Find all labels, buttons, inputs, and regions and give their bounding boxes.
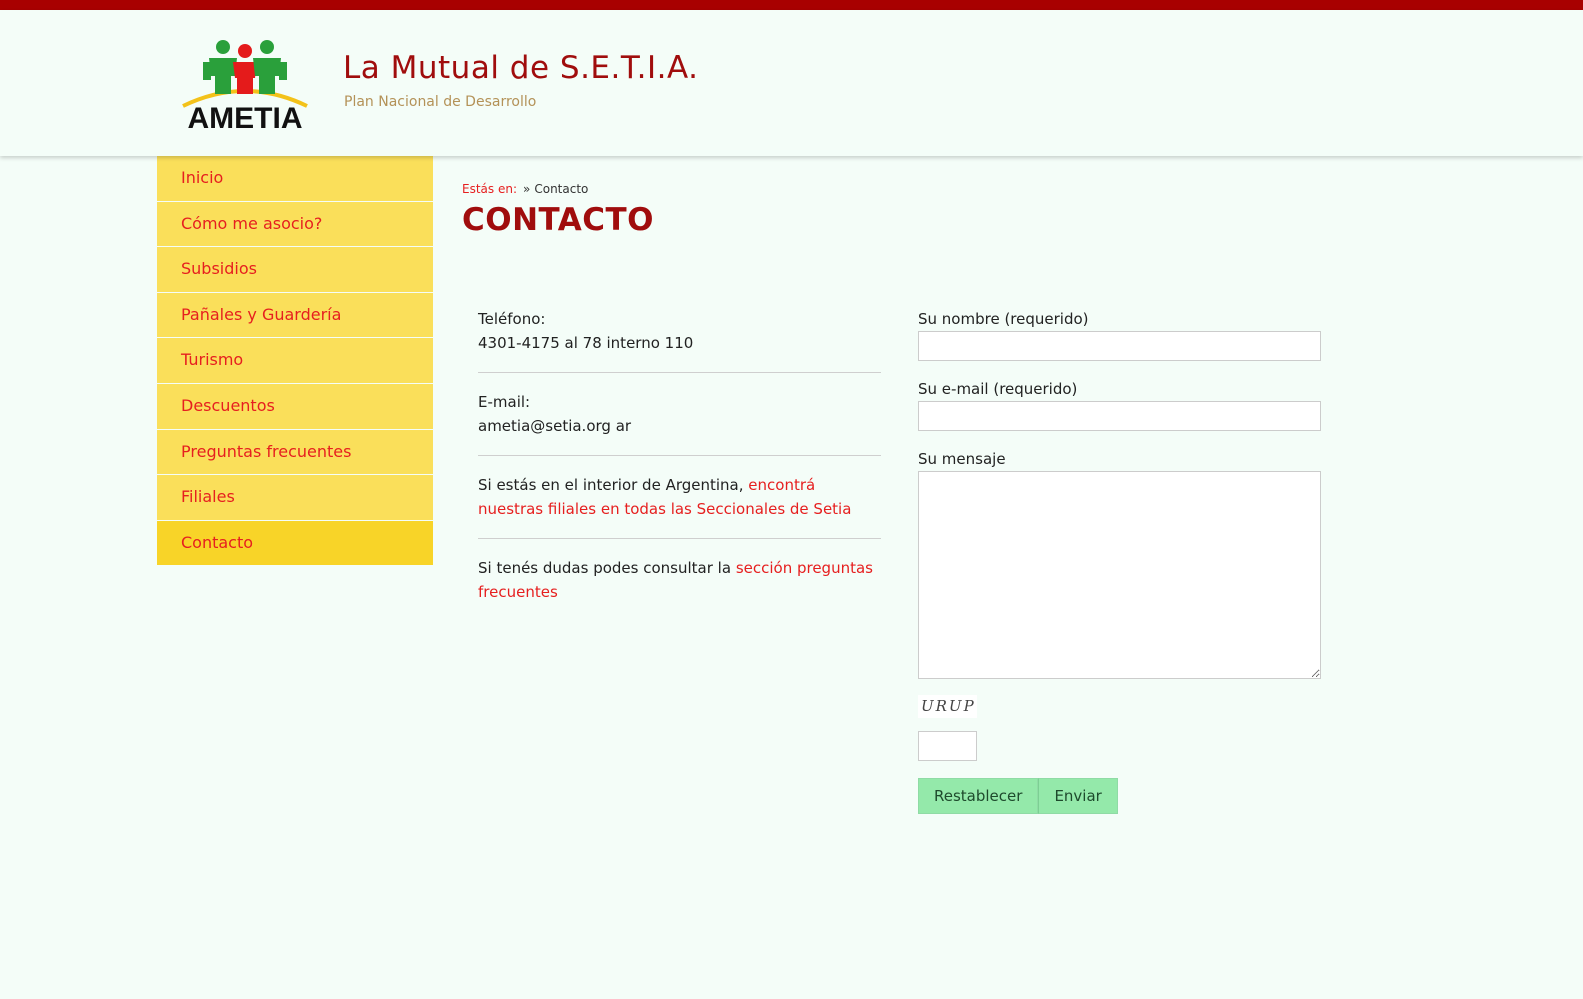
breadcrumb-label: Estás en: (462, 182, 517, 196)
breadcrumb-current: Contacto (534, 182, 589, 196)
message-label: Su mensaje (918, 450, 1006, 468)
breadcrumb-separator-icon: » (523, 182, 531, 196)
nav-item-contacto[interactable]: Contacto (157, 521, 433, 567)
site-subtitle: Plan Nacional de Desarrollo (344, 94, 537, 110)
email-value: ametia@setia.org ar (478, 417, 632, 435)
name-label: Su nombre (requerido) (918, 310, 1089, 328)
top-accent-bar (0, 0, 1583, 10)
contact-form (918, 307, 1321, 814)
email-block (478, 390, 881, 455)
filiales-link[interactable]: encontrá nuestras filiales en todas las Seccionales de Setia (478, 476, 852, 518)
message-field[interactable] (918, 471, 1321, 679)
nav-item-inicio[interactable]: Inicio (157, 156, 433, 202)
email-label: E-mail: (478, 393, 531, 411)
faq-text: Si tenés dudas podes consultar la (478, 559, 736, 577)
form-buttons (918, 778, 1321, 814)
logo-text: AMETIA (187, 102, 303, 130)
reset-button[interactable]: Restablecer (918, 778, 1038, 814)
faq-link[interactable]: sección preguntas frecuentes (478, 559, 873, 601)
page-title: CONTACTO (462, 202, 655, 238)
sidebar-nav (157, 156, 433, 566)
nav-item-subsidios[interactable]: Subsidios (157, 247, 433, 293)
email-field[interactable] (918, 401, 1321, 431)
phone-label: Teléfono: (478, 310, 546, 328)
submit-button[interactable]: Enviar (1038, 778, 1117, 814)
email-field-label: Su e-mail (requerido) (918, 380, 1078, 398)
interior-block (478, 473, 881, 538)
name-field[interactable] (918, 331, 1321, 361)
nav-item-como-me-asocio[interactable]: Cómo me asocio? (157, 202, 433, 248)
nav-item-descuentos[interactable]: Descuentos (157, 384, 433, 430)
divider (478, 372, 881, 373)
nav-item-preguntas-frecuentes[interactable]: Preguntas frecuentes (157, 430, 433, 476)
nav-item-turismo[interactable]: Turismo (157, 338, 433, 384)
ametia-logo[interactable] (181, 38, 309, 130)
site-header (0, 10, 1583, 156)
breadcrumb (462, 182, 588, 196)
interior-text: Si estás en el interior de Argentina, (478, 476, 749, 494)
captcha-field[interactable] (918, 731, 977, 761)
divider (478, 455, 881, 456)
phone-value: 4301-4175 al 78 interno 110 (478, 334, 694, 352)
nav-item-panales-guarderia[interactable]: Pañales y Guardería (157, 293, 433, 339)
site-title[interactable]: La Mutual de S.E.T.I.A. (343, 50, 699, 86)
contact-info (478, 307, 881, 621)
faq-block (478, 556, 881, 621)
nav-item-filiales[interactable]: Filiales (157, 475, 433, 521)
captcha-image: URUP (918, 695, 977, 718)
divider (478, 538, 881, 539)
phone-block (478, 307, 881, 372)
